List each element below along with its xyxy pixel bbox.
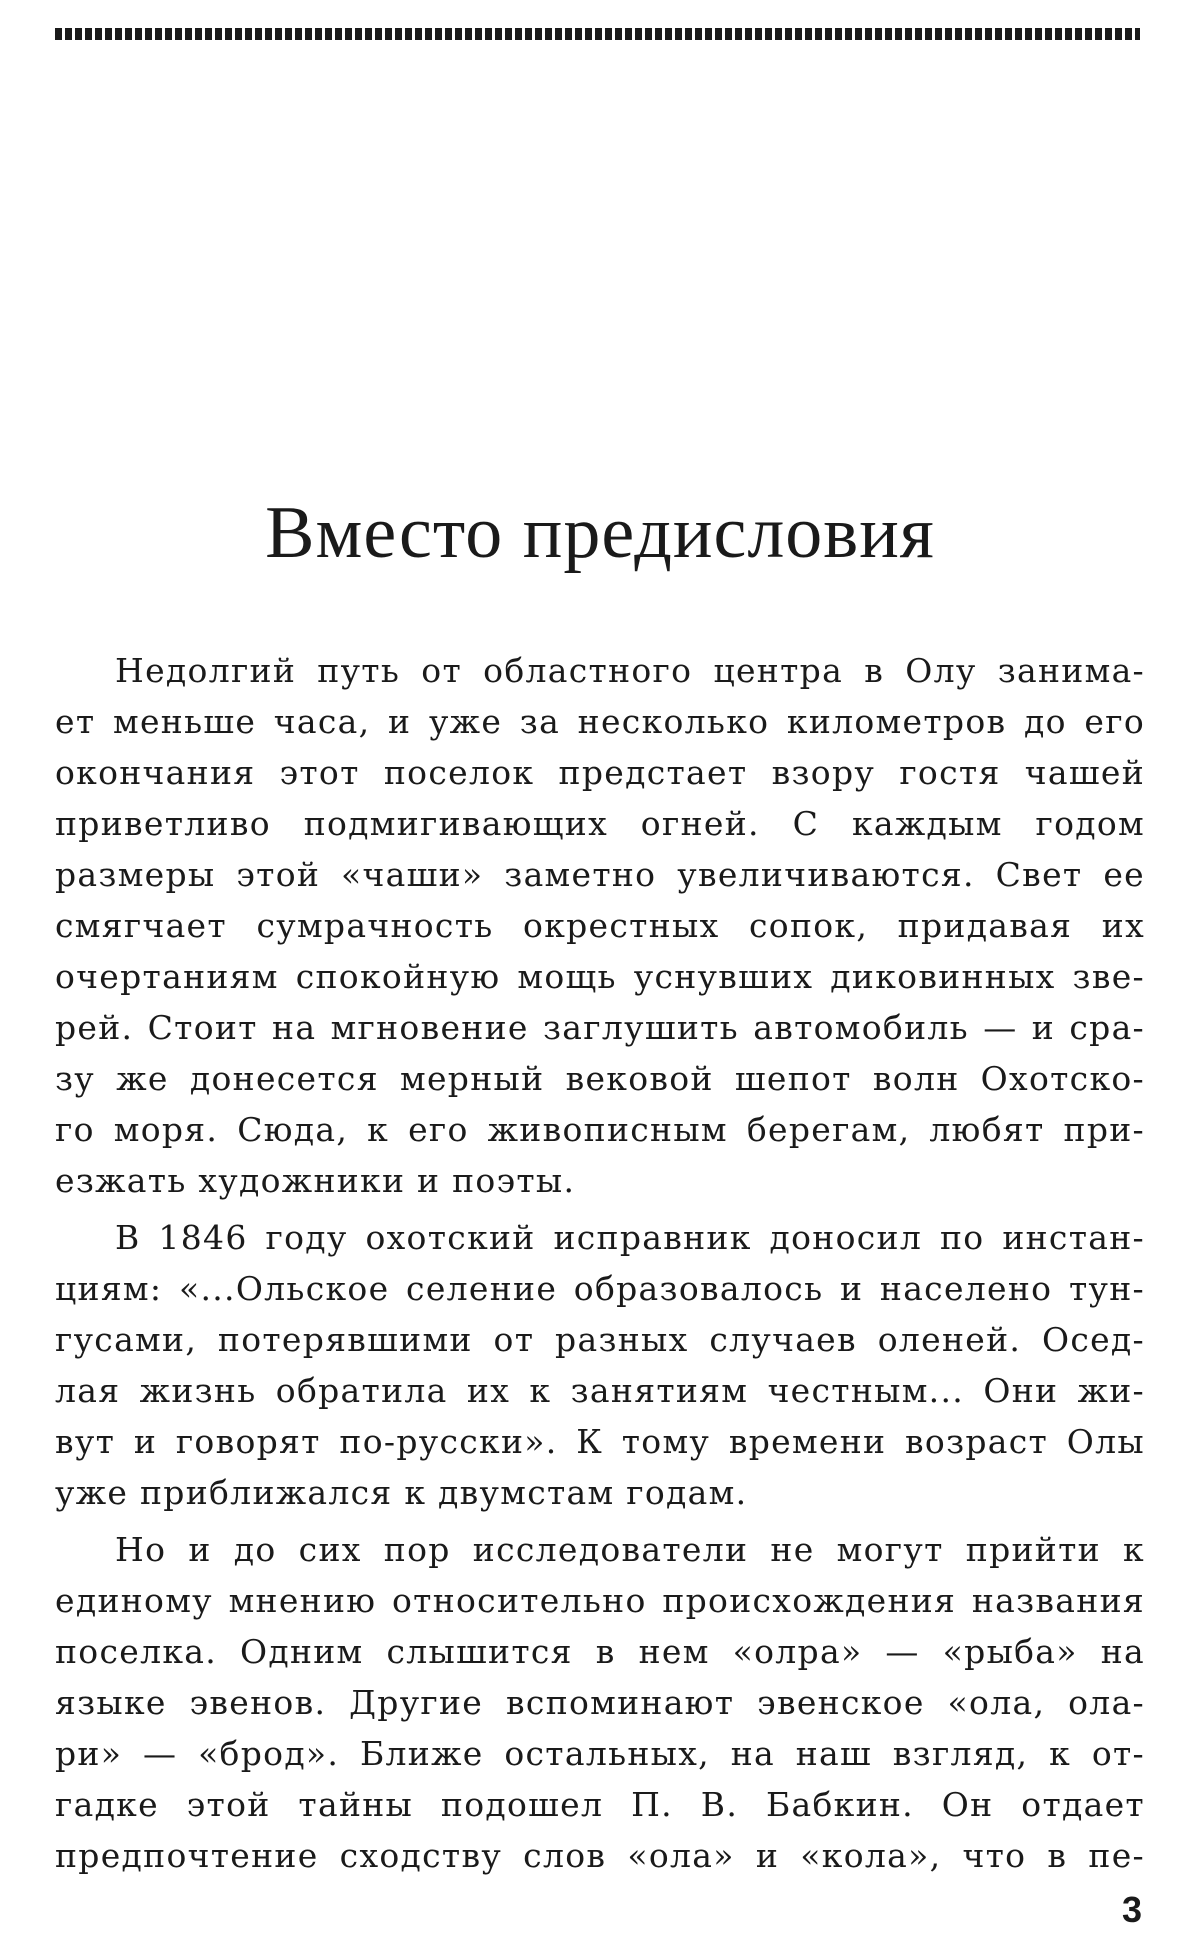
chapter-title: Вместо предисловия <box>265 492 935 574</box>
paragraph-1 <box>55 645 1145 1206</box>
text-line: гусами, потерявшими от разных случаев оленей. Осед- <box>55 1320 1145 1359</box>
text-line: циям: «...Ольское селение образовалось и населено тун- <box>55 1269 1145 1308</box>
text-line: очертаниям спокойную мощь уснувших диковинных зве- <box>55 957 1145 996</box>
body-text <box>55 645 1145 1881</box>
text-line: Недолгий путь от областного центра в Олу занима- <box>115 651 1145 690</box>
text-line: языке эвенов. Другие вспоминают эвенское «ола, ола- <box>55 1683 1145 1722</box>
text-line: предпочтение сходству слов «ола» и «кола», что в пе- <box>55 1836 1145 1875</box>
text-line: поселка. Одним слышится в нем «олра» — «рыба» на <box>55 1632 1145 1671</box>
text-line: В 1846 году охотский исправник доносил по инстан- <box>115 1218 1145 1257</box>
text-line: смягчает сумрачность окрестных сопок, придавая их <box>55 906 1145 945</box>
text-line: зу же донесется мерный вековой шепот волн Охотско- <box>55 1059 1145 1098</box>
text-line: размеры этой «чаши» заметно увеличиваются. Свет ее <box>55 855 1145 894</box>
text-line: уже приближался к двумстам годам. <box>55 1473 748 1512</box>
text-line: окончания этот поселок предстает взору гостя чашей <box>55 753 1145 792</box>
text-line: ет меньше часа, и уже за несколько километров до его <box>55 702 1145 741</box>
page-number: 3 <box>1121 1889 1142 1930</box>
paragraph-3 <box>55 1524 1145 1881</box>
paragraph-2 <box>55 1212 1145 1518</box>
text-line: единому мнению относительно происхождения названия <box>55 1581 1145 1620</box>
text-line: приветливо подмигивающих огней. С каждым годом <box>55 804 1145 843</box>
text-line: рей. Стоит на мгновение заглушить автомобиль — и сра- <box>55 1008 1145 1047</box>
text-line: Но и до сих пор исследователи не могут прийти к <box>115 1530 1145 1569</box>
text-line: ри» — «брод». Ближе остальных, на наш взгляд, к от- <box>55 1734 1145 1773</box>
text-line: лая жизнь обратила их к занятиям честным... Они жи- <box>55 1371 1145 1410</box>
text-line: вут и говорят по-русски». К тому времени возраст Олы <box>55 1422 1145 1461</box>
text-line: езжать художники и поэты. <box>55 1161 576 1200</box>
text-line: го моря. Сюда, к его живописным берегам, любят при- <box>55 1110 1145 1149</box>
top-decorative-rule <box>55 28 1140 40</box>
text-line: гадке этой тайны подошел П. В. Бабкин. Он отдает <box>55 1785 1145 1824</box>
